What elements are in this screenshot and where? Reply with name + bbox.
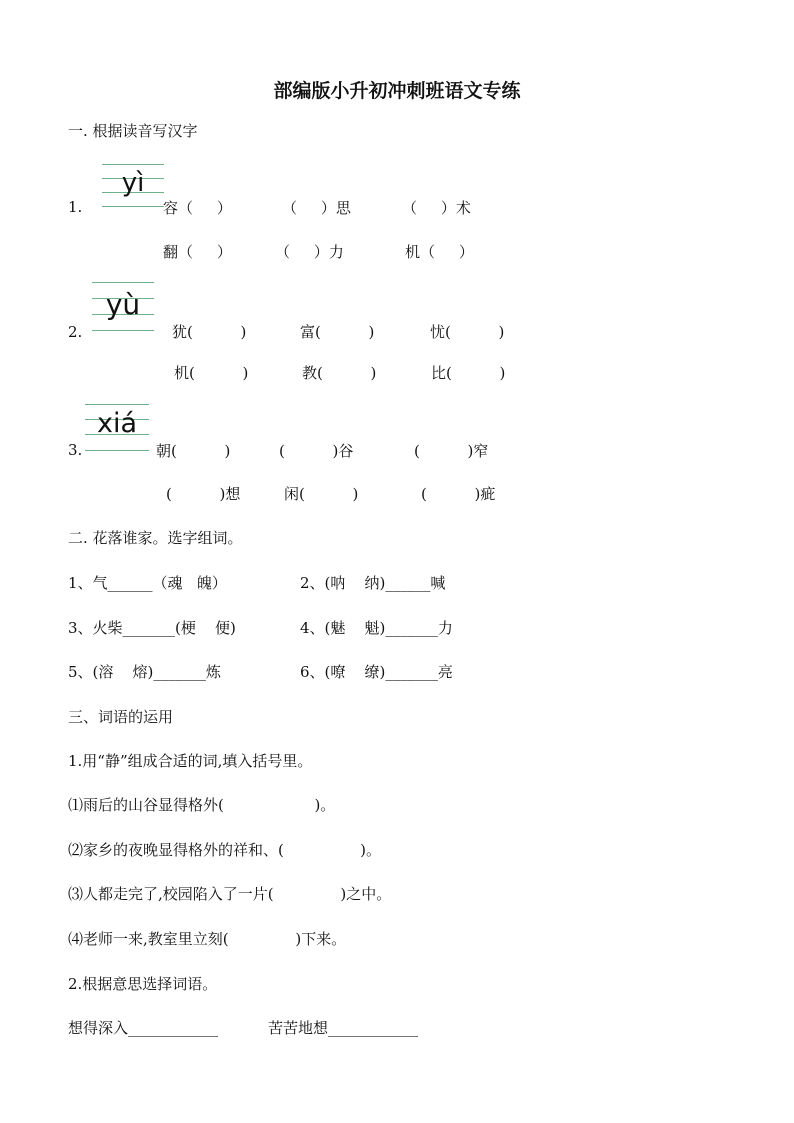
- question-number: 2.: [68, 323, 83, 341]
- choice-item: 6、(嘹 缭)_______亮: [300, 663, 453, 681]
- blank-item: 忧( ): [430, 323, 505, 341]
- blank-item: 翻（ ）: [163, 243, 232, 261]
- blank-item: ( )窄: [414, 442, 489, 460]
- pinyin-text: yù: [105, 288, 141, 321]
- choice-item: 2、(呐 纳)______喊: [300, 574, 446, 592]
- blank-item: （ ）力: [275, 243, 344, 261]
- section-3-heading: 三、词语的运用: [68, 708, 174, 726]
- blank-item: 闲( ): [284, 485, 359, 503]
- question-number: 1.: [68, 198, 83, 216]
- sentence-item: ⑷老师一来,教室里立刻( )下来。: [68, 930, 347, 948]
- meaning-item: 想得深入____________: [68, 1019, 219, 1037]
- page-title: 部编版小升初冲刺班语文专练: [273, 80, 521, 102]
- choice-item: 5、(溶 熔)_______炼: [68, 663, 221, 681]
- pinyin-grid: [102, 164, 164, 206]
- blank-item: ( )谷: [279, 442, 354, 460]
- blank-item: 机( ): [174, 364, 249, 382]
- question-number: 3.: [68, 441, 83, 459]
- choice-item: 3、火柴_______(梗 便): [68, 619, 236, 637]
- sentence-item: ⑴雨后的山谷显得格外( )。: [68, 796, 336, 814]
- question-prompt: 1.用“静”组成合适的词,填入括号里。: [68, 752, 313, 770]
- pinyin-text: xiá: [96, 408, 138, 439]
- blank-item: 朝( ): [156, 442, 231, 460]
- sentence-item: ⑶人都走完了,校园陷入了一片( )之中。: [68, 885, 392, 903]
- pinyin-grid: [85, 404, 149, 450]
- blank-item: 比( ): [431, 364, 506, 382]
- blank-item: 犹( ): [172, 323, 247, 341]
- section-2-heading: 二. 花落谁家。选字组词。: [68, 529, 243, 547]
- section-1-heading: 一. 根据读音写汉字: [68, 122, 198, 140]
- meaning-item: 苦苦地想____________: [268, 1019, 419, 1037]
- blank-item: ( )疵: [421, 485, 496, 503]
- blank-item: （ ）思: [282, 199, 351, 217]
- blank-item: 教( ): [302, 364, 377, 382]
- pinyin-text: yì: [121, 168, 145, 198]
- pinyin-grid: [92, 282, 154, 330]
- choice-item: 1、气______（魂 魄）: [68, 574, 227, 592]
- question-prompt: 2.根据意思选择词语。: [68, 975, 218, 993]
- blank-item: 机（ ）: [405, 243, 474, 261]
- blank-item: （ ）术: [402, 199, 471, 217]
- sentence-item: ⑵家乡的夜晚显得格外的祥和、( )。: [68, 841, 381, 859]
- blank-item: ( )想: [166, 485, 241, 503]
- blank-item: 富( ): [300, 323, 375, 341]
- blank-item: 容（ ）: [163, 199, 232, 217]
- choice-item: 4、(魅 魁)_______力: [300, 619, 453, 637]
